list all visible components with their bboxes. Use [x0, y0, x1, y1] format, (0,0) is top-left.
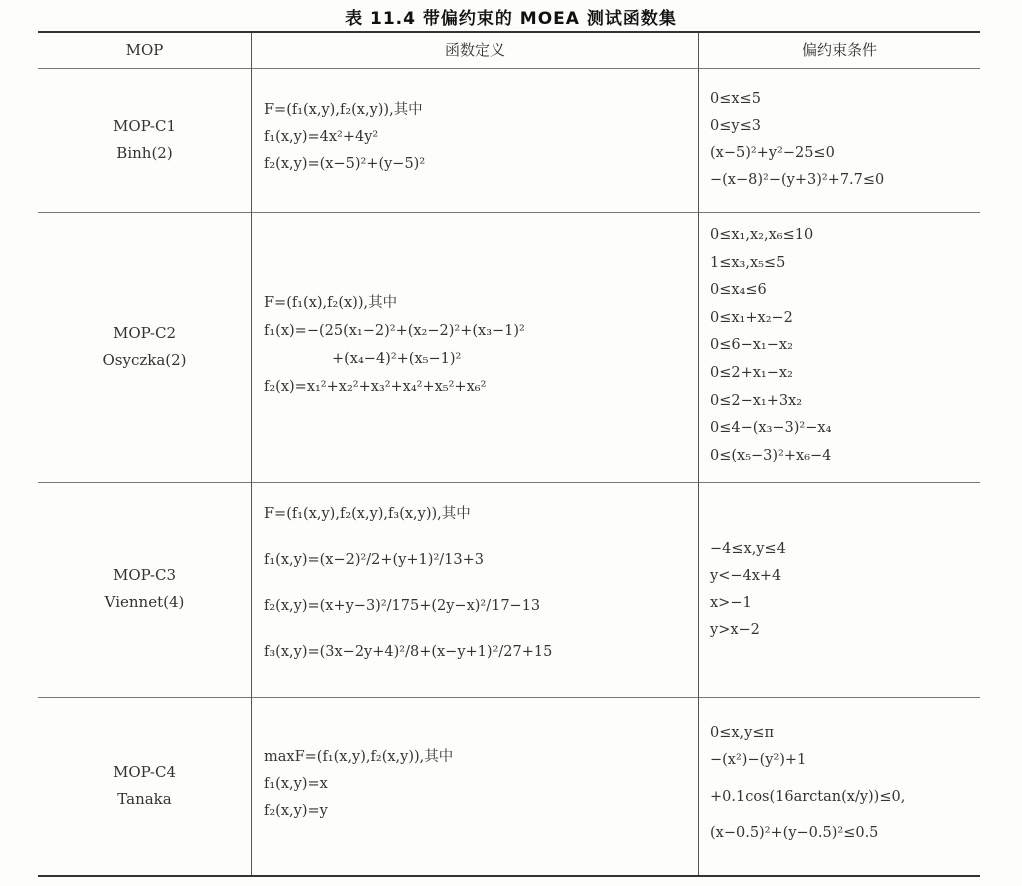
row-3-definition: [264, 491, 694, 675]
row-4-definition: [264, 744, 694, 825]
row-2-mop: [38, 320, 251, 374]
def-line: f₁(x,y)=4x²+4y²: [264, 129, 379, 145]
constraint-line: x>−1: [710, 595, 752, 611]
constraint-line: −4≤x,y≤4: [710, 541, 786, 557]
constraint-line: y<−4x+4: [710, 568, 782, 584]
row-4-constraints: [710, 720, 980, 847]
def-line: F=(f₁(x,y),f₂(x,y)),其中: [264, 102, 423, 118]
constraint-line: 0≤(x₅−3)²+x₆−4: [710, 447, 832, 464]
def-line: maxF=(f₁(x,y),f₂(x,y)),其中: [264, 749, 454, 765]
constraint-line: 0≤4−(x₃−3)²−x₄: [710, 420, 832, 437]
mop-name: Viennet(4): [104, 593, 185, 611]
constraint-line: +0.1cos(16arctan(x/y))≤0,: [710, 789, 906, 805]
constraint-line: 0≤x₁+x₂−2: [710, 309, 793, 326]
header-constraints: 偏约束条件: [801, 41, 877, 59]
def-line: f₃(x,y)=(3x−2y+4)²/8+(x−y+1)²/27+15: [264, 644, 553, 660]
row-3-mop: [38, 562, 251, 616]
row-divider-1: [38, 212, 980, 213]
def-line: f₂(x,y)=(x−5)²+(y−5)²: [264, 156, 426, 172]
def-line: f₂(x)=x₁²+x₂²+x₃²+x₄²+x₅²+x₆²: [264, 379, 487, 395]
constraint-line: (x−0.5)²+(y−0.5)²≤0.5: [710, 825, 879, 841]
constraint-line: −(x²)−(y²)+1: [710, 752, 807, 768]
def-line: f₁(x,y)=x: [264, 776, 328, 792]
mop-id: MOP-C2: [112, 324, 177, 342]
constraint-line: 0≤x,y≤π: [710, 725, 775, 741]
constraint-line: 0≤y≤3: [710, 118, 761, 134]
constraint-line: 0≤6−x₁−x₂: [710, 337, 793, 354]
column-divider-1: [251, 33, 252, 875]
mop-name: Tanaka: [117, 790, 172, 808]
mop-name: Osyczka(2): [102, 351, 187, 369]
row-2-definition: [264, 289, 694, 401]
def-line: f₁(x)=−(25(x₁−2)²+(x₂−2)²+(x₃−1)²: [264, 323, 525, 339]
constraint-line: 1≤x₃,x₅≤5: [710, 254, 786, 271]
bottom-rule: [38, 875, 980, 877]
mop-id: MOP-C3: [112, 566, 177, 584]
row-3-constraints: [710, 536, 980, 644]
row-1-mop: [38, 113, 251, 167]
mop-id: MOP-C1: [112, 117, 177, 135]
constraint-line: 0≤2+x₁−x₂: [710, 364, 793, 381]
table-caption: 表 11.4 带偏约束的 MOEA 测试函数集: [345, 9, 677, 29]
header-mop: MOP: [125, 41, 164, 59]
mop-name: Binh(2): [116, 144, 173, 162]
header-rule: [38, 68, 980, 69]
def-line: f₂(x,y)=y: [264, 803, 328, 819]
def-line: F=(f₁(x),f₂(x)),其中: [264, 295, 398, 311]
constraint-line: −(x−8)²−(y+3)²+7.7≤0: [710, 172, 885, 188]
header-function-definition: 函数定义: [444, 41, 505, 59]
row-4-mop: [38, 759, 251, 813]
constraint-line: 0≤x≤5: [710, 91, 761, 107]
constraint-line: y>x−2: [710, 622, 760, 638]
row-divider-2: [38, 482, 980, 483]
row-1-constraints: [710, 86, 980, 194]
constraint-line: 0≤2−x₁+3x₂: [710, 392, 803, 409]
constraint-line: (x−5)²+y²−25≤0: [710, 145, 835, 161]
row-divider-3: [38, 697, 980, 698]
def-line: f₁(x,y)=(x−2)²/2+(y+1)²/13+3: [264, 552, 484, 568]
row-1-definition: [264, 97, 694, 178]
def-line: F=(f₁(x,y),f₂(x,y),f₃(x,y)),其中: [264, 506, 471, 522]
column-divider-2: [698, 33, 699, 875]
def-line: f₂(x,y)=(x+y−3)²/175+(2y−x)²/17−13: [264, 598, 541, 614]
constraint-line: 0≤x₁,x₂,x₆≤10: [710, 227, 814, 243]
constraint-line: 0≤x₄≤6: [710, 282, 767, 299]
row-2-constraints: [710, 222, 980, 470]
def-line: +(x₄−4)²+(x₅−1)²: [332, 351, 462, 367]
mop-id: MOP-C4: [112, 763, 177, 781]
